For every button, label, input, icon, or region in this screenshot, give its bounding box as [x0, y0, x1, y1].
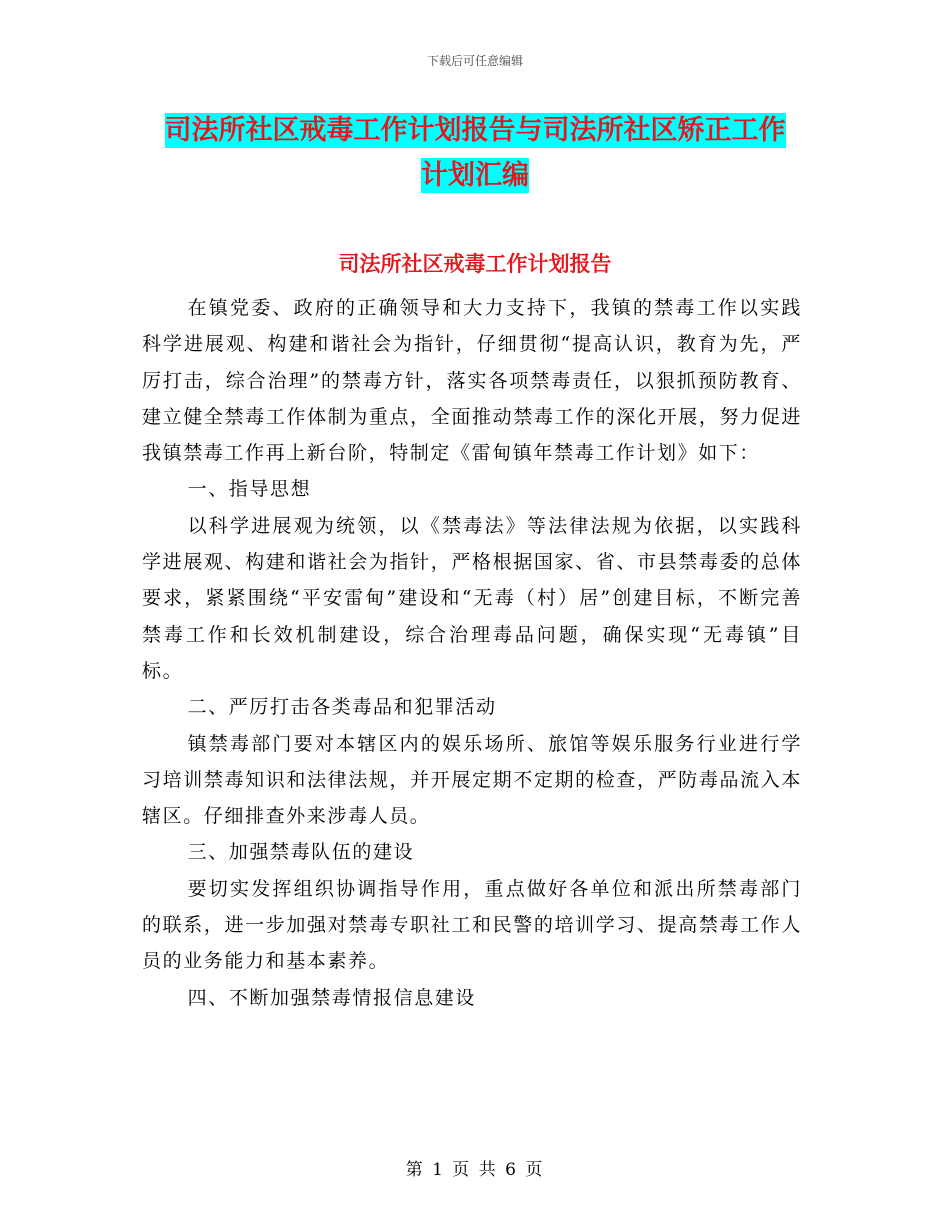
- section-title: 司法所社区戒毒工作计划报告: [338, 252, 612, 276]
- document-title-line-1: 司法所社区戒毒工作计划报告与司法所社区矫正工作: [164, 115, 786, 146]
- heading-crackdown: 二、严厉打击各类毒品和犯罪活动: [187, 696, 497, 719]
- document-body: [142, 290, 802, 1016]
- heading-team-building: 三、加强禁毒队伍的建设: [187, 841, 415, 864]
- paragraph-guiding-thought: 以科学进展观为统领，以《禁毒法》等法律法规为依据，以实践科学进展观、构建和谐社会为指针，严格根据国家、省、市县禁毒委的总体要求，紧紧围绕“平安雷甸”建设和“无毒（村）居”创建目标，不断完善禁毒工作和长效机制建设，综合治理毒品问题，确保实现“无毒镇”目标。: [142, 514, 802, 682]
- paragraph-intro: 在镇党委、政府的正确领导和大力支持下，我镇的禁毒工作以实践科学进展观、构建和谐社会为指针，仔细贯彻“提高认识，教育为先，严厉打击，综合治理”的禁毒方针，落实各项禁毒责任，以狠抓预防教育、建立健全禁毒工作体制为重点，全面推动禁毒工作的深化开展，努力促进我镇禁毒工作再上新台阶，特制定《雷甸镇年禁毒工作计划》如下：: [142, 297, 802, 465]
- heading-intelligence: 四、不断加强禁毒情报信息建设: [187, 986, 476, 1009]
- paragraph-crackdown: 镇禁毒部门要对本辖区内的娱乐场所、旅馆等娱乐服务行业进行学习培训禁毒知识和法律法规，并开展定期不定期的检查，严防毒品流入本辖区。仔细排查外来涉毒人员。: [142, 732, 802, 828]
- heading-guiding-thought: 一、指导思想: [187, 478, 312, 501]
- page-number: 第 1 页 共 6 页: [405, 1160, 545, 1180]
- paragraph-team-building: 要切实发挥组织协调指导作用，重点做好各单位和派出所禁毒部门的联系，进一步加强对禁毒专职社工和民警的培训学习、提高禁毒工作人员的业务能力和基本素养。: [142, 877, 802, 973]
- page-header-note: 下载后可任意编辑: [426, 54, 523, 68]
- document-title: [140, 108, 810, 198]
- document-title-line-2: 计划汇编: [421, 160, 529, 191]
